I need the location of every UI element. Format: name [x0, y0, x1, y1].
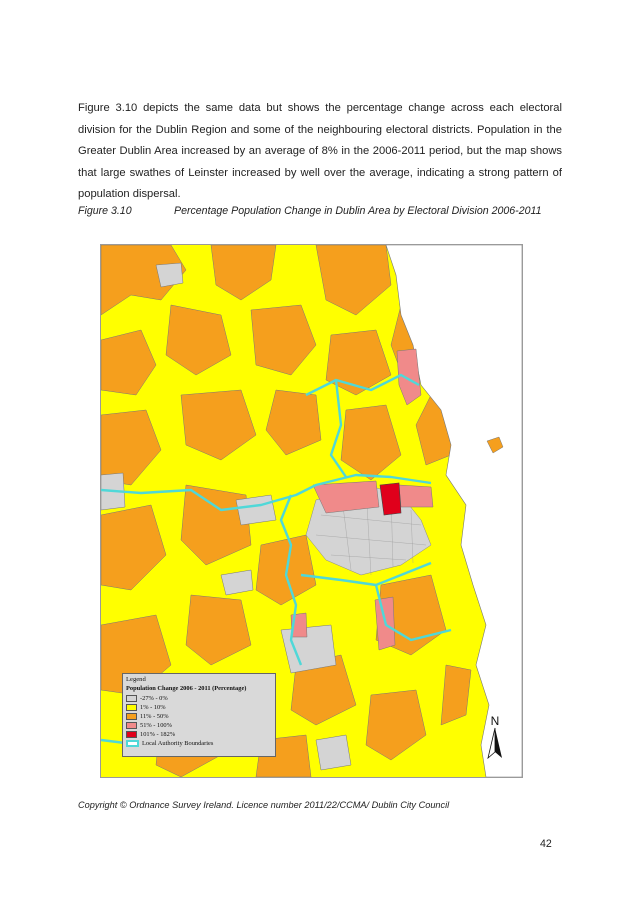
north-arrow: [486, 714, 504, 760]
body-paragraph: Figure 3.10 depicts the same data but shows the percentage change across each electoral division for the Dublin Region and some of the neighbouring electoral districts. Population in the Greater Dublin Area increased by an average of 8% in the 2006-2011 period, but the map shows that large swathes of Leinster increased by well over the average, indicating a strong pattern of population dispersal.: [78, 102, 562, 201]
legend-item: [126, 721, 172, 729]
copyright-notice: Copyright © Ordnance Survey Ireland. Licence number 2011/22/CCMA/ Dublin City Council: [78, 800, 450, 810]
legend-swatch: [126, 695, 137, 702]
figure-title: Percentage Population Change in Dublin Area by Electoral Division 2006-2011: [174, 205, 542, 217]
legend-title: Legend: [126, 676, 146, 683]
legend-heading: Population Change 2006 - 2011 (Percentage): [126, 685, 247, 692]
legend-item: [126, 694, 168, 702]
legend-item: [126, 703, 166, 711]
page-number: 42: [540, 838, 552, 850]
figure-caption: [78, 205, 541, 217]
figure-number: Figure 3.10: [78, 205, 132, 217]
legend-swatch: [126, 731, 137, 738]
legend-label: 101% - 182%: [140, 730, 176, 738]
north-arrow-icon: [486, 714, 504, 760]
legend-label: 51% - 100%: [140, 721, 172, 729]
legend-label: -27% - 0%: [140, 694, 168, 702]
legend-label: 11% - 50%: [140, 712, 169, 720]
legend-item: [126, 739, 213, 747]
legend-label: Local Authority Boundaries: [142, 739, 214, 747]
legend-label: 1% - 10%: [140, 703, 166, 711]
legend-swatch: [126, 722, 137, 729]
legend-swatch: [126, 713, 137, 720]
legend-swatch: [126, 704, 137, 711]
map-legend: [122, 673, 276, 757]
north-label: N: [490, 714, 500, 728]
legend-item: [126, 730, 175, 738]
legend-item: [126, 712, 169, 720]
red-region: [380, 483, 401, 515]
legend-swatch: [126, 740, 139, 747]
